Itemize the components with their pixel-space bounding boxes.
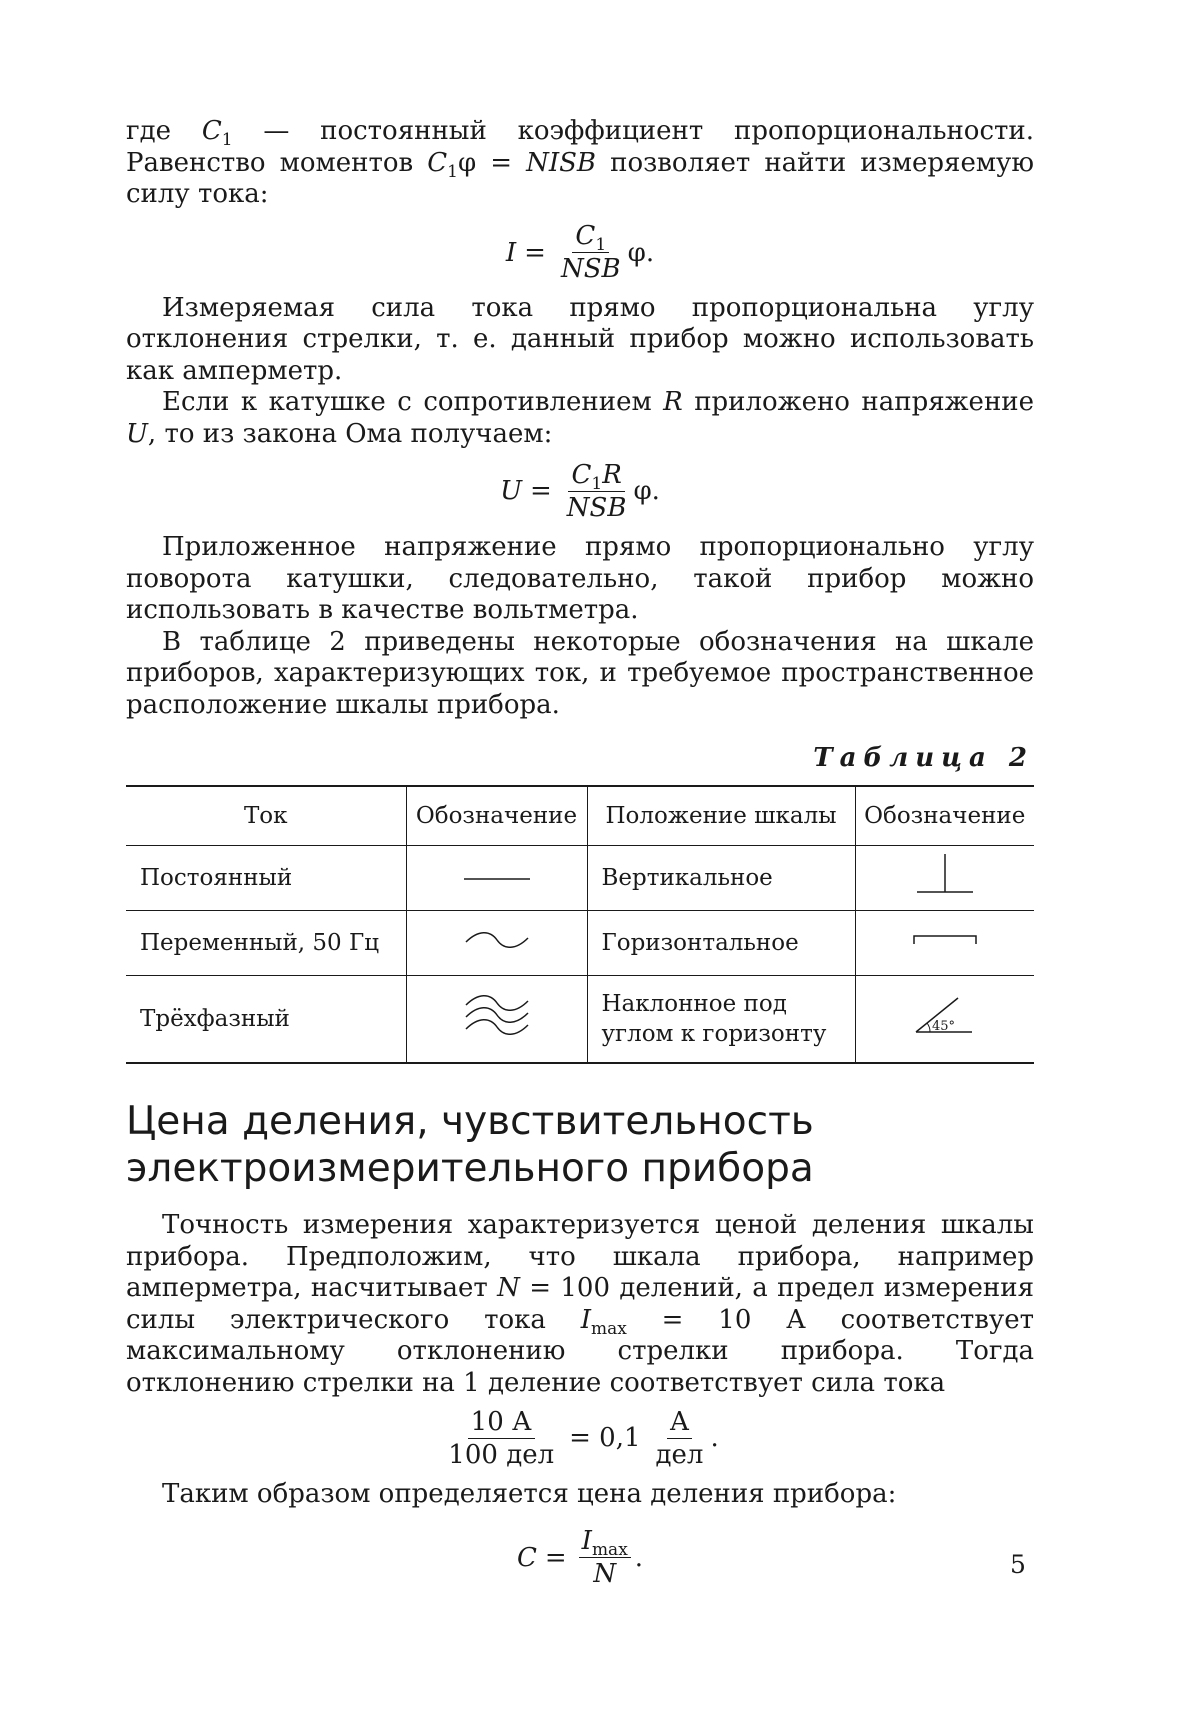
table-caption: Таблица 2 [813,743,1034,773]
table-row [126,976,1034,1064]
page-content [126,116,1034,1597]
header-symbol-2: Обозначение [855,786,1034,846]
vertical-scale-icon [855,846,1034,911]
paragraph-7: Таким образом определяется цена деления прибора: [162,1479,897,1509]
current-type: Трёхфазный [126,976,406,1064]
header-symbol: Обозначение [406,786,587,846]
scale-position: Горизонтальное [587,911,855,976]
equation-current: I = $\frac{C_1}{\text{NSB}}$ φ. [505,221,655,284]
table-row [126,911,1034,976]
fraction: $\frac{А}{\text{дел}}$ [655,1406,704,1470]
alternating-current-icon [406,911,587,976]
header-current: Ток [126,786,406,846]
header-scale-position: Положение шкалы [587,786,855,846]
symbols-table [126,785,1034,1064]
current-type: Переменный, 50 Гц [126,911,406,976]
section-heading: Цена деления, чувствительность электроизмерительного прибора [126,1099,814,1191]
fraction: $\frac{C_1R}{\text{NSB}}$ [566,459,627,523]
equation-voltage: U = $\frac{C_1R}{\text{NSB}}$ φ. [500,459,660,523]
paragraph-6: Точность измерения характеризуется ценой деления шкалы прибора. Предположим, что шкала прибора, например амперметра, насчитывает N = 100 делений, а предел измерения силы электрического тока $I_{max} = 10$ А соответствует максимальному отклонению стрелки прибора. Тогда отклонению стрелки на 1 деление соответствует сила тока [126,1210,1034,1398]
paragraph-5: В таблице 2 приведены некоторые обозначения на шкале приборов, характеризующих ток, и требуемое пространственное расположение шкалы прибора. [126,626,1034,720]
scale-position: Вертикальное [587,846,855,911]
fraction: $\frac{I_{max}}{N}$ [579,1527,631,1588]
equation-scale-value: C = $\frac{I_{max}}{N}$ . [516,1526,644,1589]
fraction: $\frac{10 А}{\text{100 дел}}$ [448,1406,555,1470]
angle-label: 45° [931,1019,955,1034]
horizontal-scale-icon [855,911,1034,976]
direct-current-icon [406,846,587,911]
inclined-scale-icon [855,976,1034,1064]
three-phase-current-icon [406,976,587,1064]
fraction: $\frac{C_1}{\text{NSB}}$ [560,221,621,284]
paragraph-2: Измеряемая сила тока прямо пропорциональна углу отклонения стрелки, т. е. данный прибор можно использовать как амперметр. [126,292,1034,386]
paragraph-1: где $C_1$ — постоянный коэффициент пропорциональности. Равенство моментов $C_1\varphi$ = NISB позволяет найти измеряемую силу тока: [126,116,1034,209]
table-header-row [126,786,1034,846]
page-number: 5 [1010,1550,1026,1579]
table-row [126,846,1034,911]
current-type: Постоянный [126,846,406,911]
paragraph-4: Приложенное напряжение прямо пропорционально углу поворота катушки, следовательно, такой прибор можно использовать в качестве вольтметра. [126,532,1034,625]
equation-division: $\frac{10 А}{\text{100 дел}}$ = 0,1 $\frac{А}{\text{дел}}$ . [126,1401,1034,1475]
paragraph-3: Если к катушке с сопротивлением R приложено напряжение U, то из закона Ома получаем: [126,387,1034,449]
scale-position: Наклонное под углом к горизонту [587,976,855,1064]
